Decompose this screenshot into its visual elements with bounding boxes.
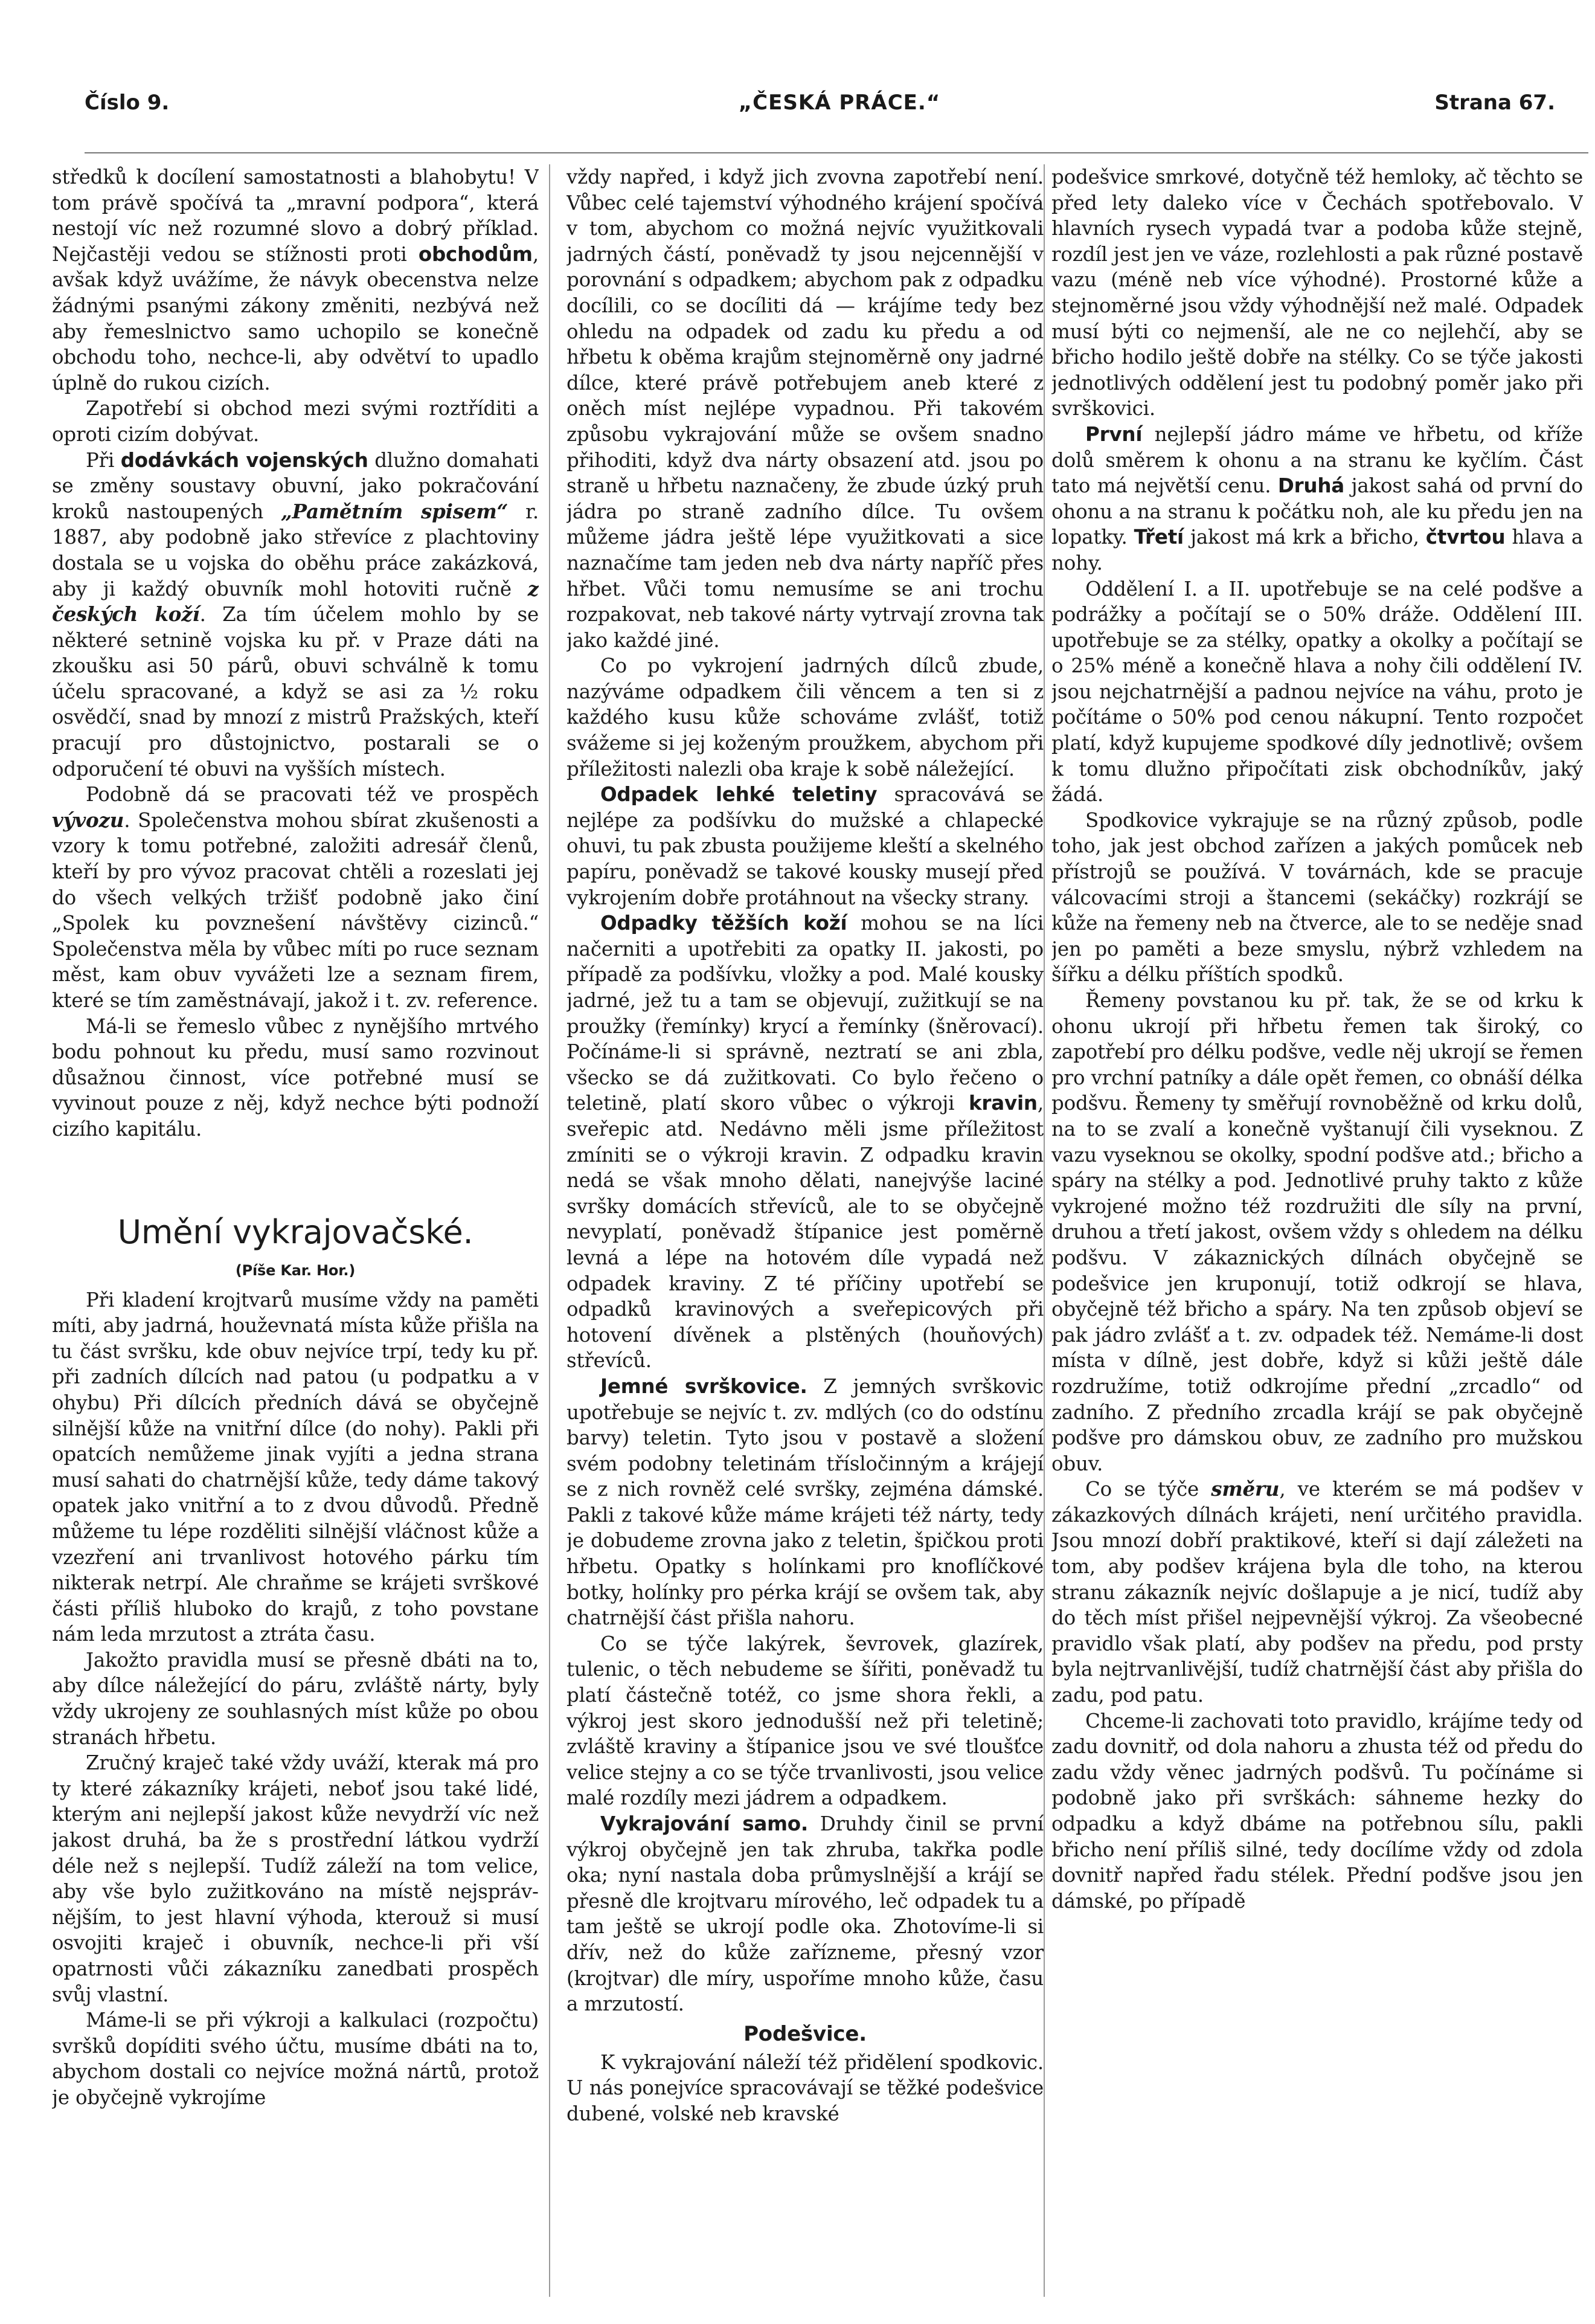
paragraph: Chceme-li zachovati toto pravidlo, krájíme tedy od zadu dovnitř, od dola nahoru a zhusta též od předu do zadu vždy věnec jadrných podšvů. Tu počínáme si podobně jako při svrškách: sáhneme hezky do odpadku a když dbáme na potřebnou sílu, pakli břicho není příliš silné, tedy docílíme vždy od zdola dovnitř napřed řadu stélek. Přední podšve jsou jen dámské, po případě xyxy=(1051,1709,1583,1913)
paragraph: K vykrajování náleží též přidělení spodkovic. U nás ponejvíce spracovávají se těžké podešvice dubené, volské neb kravské xyxy=(566,2050,1044,2125)
paragraph: středků k docílení samostatnosti a blahobytu! V tom právě spočívá ta „mravní podpora“, která nestojí víc než rozumné slovo a dobrý příklad. Nejčastěji vedou se stížnosti proti obchodům, avšak když uvážíme, že návyk obecenstva nelze žádnými psanými zákony změniti, nezbývá než aby řemeslnictvo samo uchopilo se konečně obchodu toho, nechce-li, aby odvětví to upadlo úplně do rukou cizích. xyxy=(52,166,539,394)
paragraph: Odpadek lehké teletiny spracovává se nejlépe za podšívku do mužské a chlapecké ohuvi, tu pak zbusta použijeme kleští a skelného papíru, poněvadž se takové kousky musejí před vykrojením dobře protáhnout na všecky strany. xyxy=(566,783,1044,909)
column-divider xyxy=(1044,164,1045,2297)
journal-title: „ČESKÁ PRÁCE.“ xyxy=(738,91,941,115)
column-divider xyxy=(549,164,550,2297)
paragraph: Podobně dá se pracovati též ve prospěch vývozu. Společenstva mohou sbírat zkušenosti a vzory k tomu potřebné, založiti adresář členů, kteří by pro vývoz pracovat chtěli a rozeslati jej do všech velkých tržišť podobně jako činí „Spolek ku povznešení návštěvy cizinců.“ Společenstva měla by vůbec míti po ruce seznam měst, kam obuv vyvážeti lze a seznam firem, které se tím zaměstnávají, jakož i t. zv. reference. xyxy=(52,783,539,1012)
header-rule xyxy=(85,152,1588,153)
paragraph: Co se týče lakýrek, ševrovek, glazírek, tulenic, o těch nebudeme se šířiti, poněvadž tu platí částečně totéž, co jsme shora řekli, a výkroj jest skoro jednodušší než při teletině; zvláště kraviny a štípanice jsou ve své tloušťce velice stejny a co se týče trvanlivosti, jsou velice malé rozdíly mezi jádrem a odpadkem. xyxy=(566,1632,1044,1810)
section-subheading: Podešvice. xyxy=(743,2021,867,2046)
page-number: Strana 67. xyxy=(1434,91,1555,115)
issue-number: Číslo 9. xyxy=(85,91,170,115)
paragraph: Jakožto pravidla musí se přesně dbáti na to, aby dílce náležející do páru, zvláště nárty, byly vždy ukrojeny ze souhlasných míst kůže po obou stranách hřbetu. xyxy=(52,1648,539,1749)
paragraph: První nejlepší jádro máme ve hřbetu, od kříže dolů směrem k ohonu a na stranu ke kyčlím. Část tato má největší cenu. Druhá jakost sahá od první do ohonu a na stranu k počátku noh, ale ku předu jen na lopatky. Třetí jakost má krk a břicho, čtvrtou hlava a nohy. xyxy=(1051,422,1583,575)
paragraph: Co po vykrojení jadrných dílců zbude, nazýváme odpadkem čili věncem a ten si z každého kusu kůže schováme zvlášť, totiž svážeme si jej koženým proužkem, abychom při příležitosti nalezli oba kraje k sobě náležející. xyxy=(566,654,1044,781)
paragraph: Jemné svrškovice. Z jemných svrškovic upotřebuje se nejvíc t. zv. mdlých (co do odstínu barvy) teletin. Tyto jsou v postavě a složení svém podobny teletinám třísločinným a krájejí se z nich rovněž celé svršky, zejména dámské. Pakli z takové kůže máme krájeti též nárty, tedy je dobudeme zrovna jako z teletin, špičkou proti hřbetu. Opatky s holínkami pro knoflíčkové botky, holínky pro pérka krájí se ovšem tak, aby chatrnější část přišla nahoru. xyxy=(566,1374,1044,1630)
paragraph: Vykrajování samo. Druhdy činil se první výkroj obyčejně jen tak zhruba, takřka podle oka; nyní nastala doba průmyslnější a krájí se přesně dle krojtvaru mírového, leč odpadek tu a tam ještě se ukrojí podle oka. Zhotovíme-li si dřív, než do kůže zařízneme, přesný vzor (krojtvar) dle míry, uspoříme mnoho kůže, času a mrzutostí. xyxy=(566,1812,1044,2016)
paragraph: podešvice smrkové, dotyčně též hemloky, ač těchto se před lety daleko více v Čechách spotřebovalo. V hlavních rysech vypadá tvar a podoba kůže stejně, rozdíl jest jen ve váze, rozlehlosti a pak různé postavě vazu (méně neb více výhodné). Prostorné kůže a stejnoměrné jsou vždy výhodnější než malé. Odpadek musí býti co nejmenší, ale ne co nejlehčí, aby se břicho hodilo ještě dobře na stélky. Co se týče jakosti jednotlivých oddělení jest tu podobný poměr jako při svrškovici. xyxy=(1051,166,1583,420)
paragraph: Při kladení krojtvarů musíme vždy na paměti míti, aby jadrná, houževnatá místa kůže přišla na tu část svršku, kde obuv nejvíce trpí, tedy ku př. při zadních dílcích nad patou (u podpatku a v ohybu) Při dílcích předních dává se obyčejně silnější kůže na vnitřní dílce (do nohy). Pakli při opatcích nemůžeme jinak vyjíti a jedna strana musí sahati do chatrnější kůže, tedy dáme takový opatek jako vnitřní a to z dvou důvodů. Předně můžeme tu lépe rozděliti silnější vláčnost kůže a vzezření ani trvanlivost hotového párku tím nikterak netrpí. Ale chraňme se krájeti svrškové části příliš hluboko do krajů, z toho povstane nám leda mrzutost a ztráta času. xyxy=(52,1288,539,1646)
paragraph: Zapotřebí si obchod mezi svými roztříditi a oproti cizím dobývat. xyxy=(52,397,539,446)
article-byline: (Píše Kar. Hor.) xyxy=(235,1261,356,1279)
paragraph: Oddělení I. a II. upotřebuje se na celé podšve a podrážky a počítají se o 50% dráže. Oddělení III. upotřebuje se za stélky, opatky a okolky a počítají se o 25% méně a konečně hlava a nohy čili oddělení IV. jsou nejchatrnější a padnou nejvíce na váhu, proto je počítáme o 50% pod cenou nákupní. Tento rozpočet platí, když kupujeme spodkové díly jednotlivě; ovšem k tomu dlužno připočítati zisk obchodníkův, jaký žádá. xyxy=(1051,577,1583,806)
paragraph: Zručný kraječ také vždy uváží, kterak má pro ty které zákazníky krájeti, neboť jsou také lidé, kterým ani nejlepší jakost kůže nevydrží víc než jakost druhá, ba že s prostřední látkou vydrží déle než s nejlepší. Tudíž záleží na tom velice, aby vše bylo zužitkováno na místě nejsprávnějším, to jest hlavní výhoda, kterouž si musí osvojiti kraječ i obuvník, nechce-li při vší opatrnosti vůči zákazníku zanedbati prospěch svůj vlastní. xyxy=(52,1751,539,2006)
paragraph: vždy napřed, i když jich zvovna zapotřebí není. Vůbec celé tajemství výhodného krájení spočívá v tom, abychom co možná nejvíc využitkovali jadrných částí, poněvadž ty jsou nejcennější v porovnání s odpadkem; abychom pak z odpadku docílili, co se docíliti dá — krájíme tedy bez ohledu na odpadek od zadu ku předu a od hřbetu k oběma krajům stejnoměrně ony jadrné dílce, které právě potřebujem aneb které z oněch míst nejlépe vypadnou. Při takovém způsobu vykrajování může se ovšem snadno přihoditi, když dva nárty obsazení atd. jsou po straně u hřbetu naznačeny, že zbude úzký pruh jádra po straně zadního dílce. Tu ovšem můžeme jádra ještě lépe využitkovati a sice naznačíme tam jeden neb dva nárty napříč přes hřbet. Vůči tomu nemusíme se ani trochu rozpakovat, neb takové nárty vytrvají zrovna tak jako každé jiné. xyxy=(566,166,1044,652)
paragraph: Řemeny povstanou ku př. tak, že se od krku k ohonu ukrojí při hřbetu řemen tak široký, co zapotřebí pro délku podšve, vedle něj ukrojí se řemen pro vrchní patníky a dále opět řemen, co obnáší délka podšvu. Řemeny ty směřují rovnoběžně od krku dolů, na to se zvalí a konečně vyštanují čili vyseknou. Z vazu vyseknou se okolky, spodní podšve atd.; břicho a spáry na stélky a pod. Jednotlivé pruhy takto z kůže vykrojené možno též rozdružiti dle síly na první, druhou a třetí jakost, ovšem vždy s ohledem na délku podšvu. V zákaznických dílnách obyčejně se podešvice jen kruponují, totiž odkrojí se hlava, obyčejně též břicho a spáry. Na ten způsob objeví se pak jádro zvlášť a t. zv. odpadek též. Nemáme-li dost místa v dílně, jest dobře, když si kůži ještě dále rozdružíme, totiž odkrojíme přední „zrcadlo“ od zadního. Z předního zrcadla krájí se pak obyčejně podšve pro dámskou obuv, ze zadního pro mužskou obuv. xyxy=(1051,989,1583,1475)
paragraph: Spodkovice vykrajuje se na různý způsob, podle toho, jak jest obchod zařízen a jakých pomůcek neb přístrojů se používá. V továrnách, kde se pracuje válcovacími stroji a štancemi (sekáčky) rozkrájí se kůže na řemeny neb na čtverce, ale to se neděje snad jen po paměti a beze smyslu, nýbrž vzhledem na šířku a délku příštích spodků. xyxy=(1051,808,1583,987)
paragraph: Při dodávkách vojenských dlužno domahati se změny soustavy obuvní, jako pokračování kroků nastoupených „Pamětním spisem“ r. 1887, aby podobně jako střevíce z plachtoviny dostala se u vojska do oběhu práce zakázková, aby ji každý obuvník mohl hotoviti ručně z českých koží. Za tím účelem mohlo by se některé setnině vojska ku př. v Praze dáti na zkoušku asi 50 párů, obuvi schválně k tomu účelu spracované, a když se asi za ½ roku osvědčí, snad by mnozí z mistrů Pražských, kteří pracují pro důstojnictvo, postarali se o odporučení té obuvi na vyšších místech. xyxy=(52,448,539,781)
paragraph: Má-li se řemeslo vůbec z nynějšího mrtvého bodu pohnout ku předu, musí samo rozvinout důsažnou činnost, více potřebné musí se vyvinout pouze z něj, když nechce býti podnoží cizího kapitálu. xyxy=(52,1014,539,1141)
column-3 xyxy=(1051,164,1583,2315)
article-title: Umění vykrajovačské. xyxy=(117,1212,473,1251)
paragraph: Odpadky těžších koží mohou se na líci načerniti a upotřebiti za opatky II. jakosti, po případě za podšívku, vložky a pod. Malé kousky jadrné, jež tu a tam se objevují, zužitkují se na proužky (řemínky) krycí a řemínky (šněrovací). Počínáme-li si správně, neztratí se ani zbla, všecko se dá zužitkovati. Co bylo řečeno o teletině, platí skoro vůbec o výkroji kravin, sveřepic atd. Nedávno měli jsme příležitost zmíniti se o výkroji kravin. Z odpadku kravin nedá se však mnoho dělati, nanejvýše laciné svršky domácích střevíců, ale to se obyčejně nevyplatí, poněvadž štípanice jest poměrně levná a lépe na hotovém díle vypadá než odpadek kraviny. Z té příčiny upotřebí se odpadků kravinových a sveřepicových při hotovení dívěnek a plstěných (houňových) střevíců. xyxy=(566,912,1044,1373)
paragraph: Máme-li se při výkroji a kalkulaci (rozpočtu) svršků dopíditi svého účtu, musíme dbáti na to, abychom dostali co nejvíce možná nártů, protož je obyčejně vykrojíme xyxy=(52,2009,539,2109)
page-header xyxy=(85,91,1588,127)
paragraph: Co se týče směru, ve kterém se má podšev v zákazkových dílnách krájeti, není určitého pravidla. Jsou mnozí dobří praktikové, kteří si dají záležeti na tom, aby podšev krájena byla dle toho, na kterou stranu zákazník nejvíc došlapuje a je nicí, tudíž aby do těch míst přišel nejpevnější výkroj. Za všeobecné pravidlo však platí, aby podšev na předu, pod prsty byla nejtrvanlivější, tudíž chatrnější část aby přišla do zadu, pod patu. xyxy=(1051,1477,1583,1707)
column-2 xyxy=(566,164,1044,2315)
column-1 xyxy=(52,164,539,2315)
